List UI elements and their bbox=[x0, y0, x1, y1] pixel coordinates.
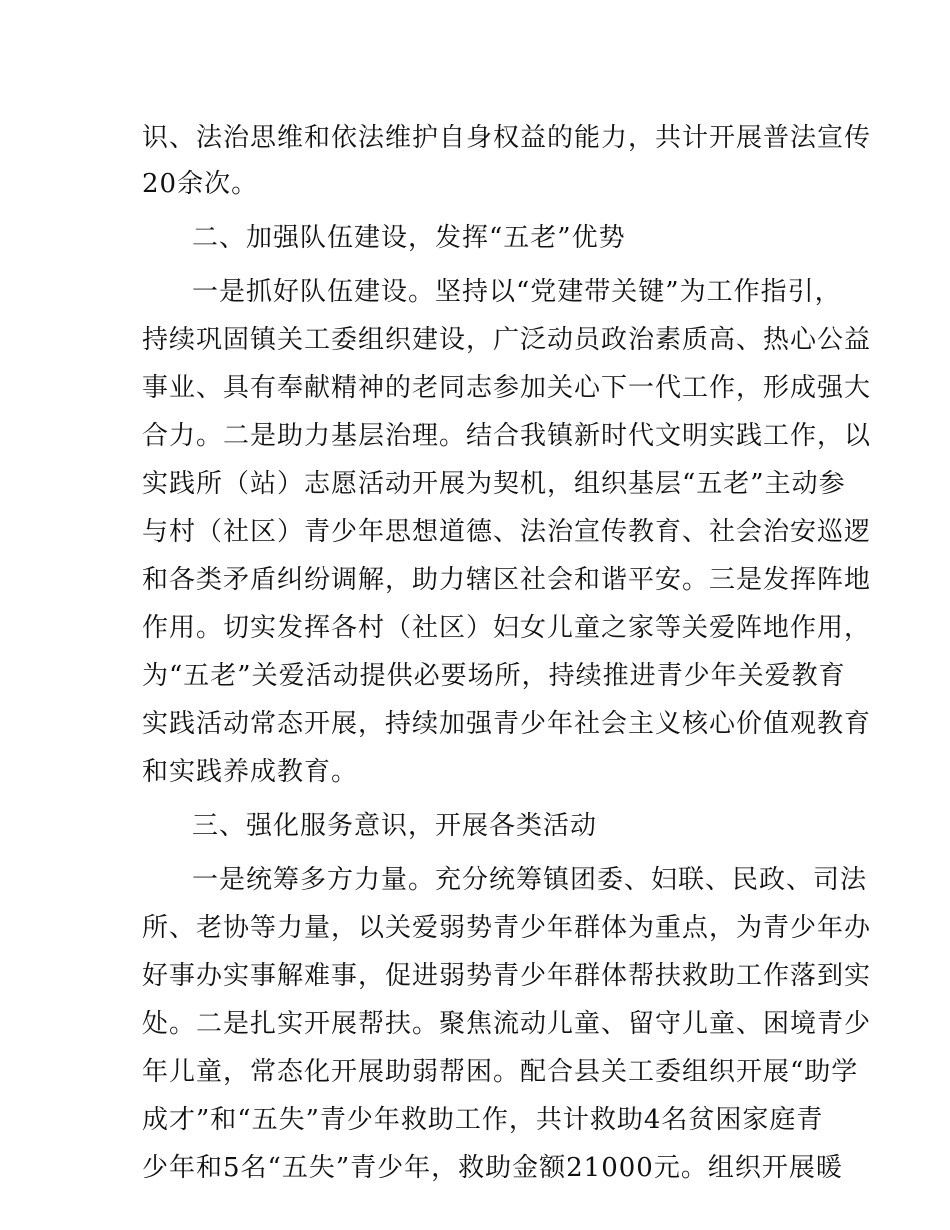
paragraph-line: 持续巩固镇关工委组织建设，广泛动员政治素质高、热心公益 bbox=[142, 325, 872, 355]
paragraph-line: 作用。切实发挥各村（社区）妇女儿童之家等关爱阵地作用， bbox=[142, 613, 872, 643]
paragraph-line: 实践所（站）志愿活动开展为契机，组织基层“五老”主动参 bbox=[142, 469, 846, 499]
paragraph-line: 所、老协等力量，以关爱弱势青少年群体为重点，为青少年办 bbox=[142, 913, 872, 943]
paragraph-line: 成才”和“五失”青少年救助工作，共计救助4名贫困家庭青 bbox=[142, 1105, 824, 1135]
paragraph-line: 好事办实事解难事，促进弱势青少年群体帮扶救助工作落到实 bbox=[142, 961, 872, 991]
paragraph-line: 少年和5名“五失”青少年，救助金额21000元。组织开展暖 bbox=[142, 1153, 843, 1183]
paragraph-line: 一是抓好队伍建设。坚持以“党建带关键”为工作指引， bbox=[192, 277, 842, 307]
paragraph-line: 一是统筹多方力量。充分统筹镇团委、妇联、民政、司法 bbox=[192, 865, 868, 895]
paragraph-line: 和各类矛盾纠纷调解，助力辖区社会和谐平安。三是发挥阵地 bbox=[142, 565, 872, 595]
paragraph-line: 年儿童，常态化开展助弱帮困。配合县关工委组织开展“助学 bbox=[142, 1057, 859, 1087]
paragraph-line: 和实践养成教育。 bbox=[142, 757, 359, 787]
paragraph-line: 实践活动常态开展，持续加强青少年社会主义核心价值观教育 bbox=[142, 709, 872, 739]
paragraph-line: 识、法治思维和依法维护自身权益的能力，共计开展普法宣传 bbox=[142, 123, 872, 153]
section-heading: 三、强化服务意识，开展各类活动 bbox=[192, 811, 598, 841]
paragraph-line: 为“五老”关爱活动提供必要场所，持续推进青少年关爱教育 bbox=[142, 661, 846, 691]
section-heading: 二、加强队伍建设，发挥“五老”优势 bbox=[192, 223, 626, 253]
paragraph-line: 与村（社区）青少年思想道德、法治宣传教育、社会治安巡逻 bbox=[142, 517, 872, 547]
paragraph-line: 处。二是扎实开展帮扶。聚焦流动儿童、留守儿童、困境青少 bbox=[142, 1009, 872, 1039]
paragraph-line: 合力。二是助力基层治理。结合我镇新时代文明实践工作，以 bbox=[142, 421, 872, 451]
paragraph-line: 20余次。 bbox=[142, 169, 259, 199]
paragraph-line: 事业、具有奉献精神的老同志参加关心下一代工作，形成强大 bbox=[142, 373, 872, 403]
